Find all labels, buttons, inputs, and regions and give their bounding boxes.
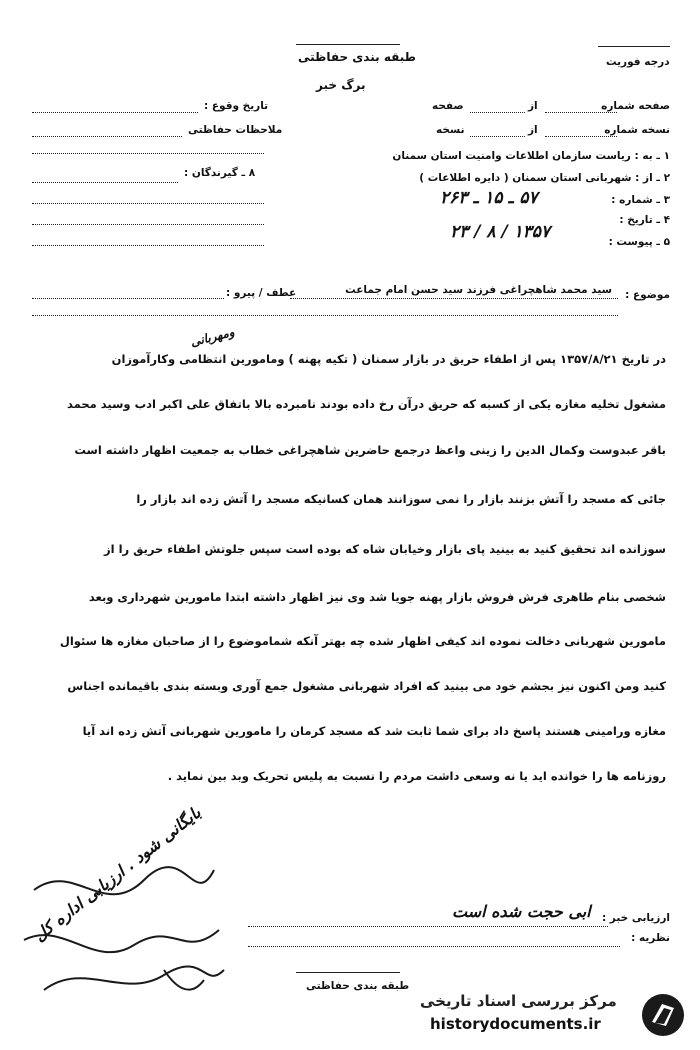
classification-top: طبقه بندی حفاظتی: [298, 50, 416, 64]
number-label: ۳ ـ شماره :: [611, 194, 670, 206]
event-date-label: تاریخ وقوع :: [204, 100, 269, 112]
assessment-value: ابی حجت شده است: [452, 902, 591, 921]
assessment-label: ارزیابی خبر :: [601, 912, 670, 924]
copy-number-label: نسخه شماره: [604, 124, 670, 136]
recipients-dots-2: [32, 203, 264, 204]
body-line: شخصی بنام طاهری فرش فروش بازار پهنه جویا شد وی نیز اظهار داشته ابتدا مامورین شهرداری وبعد: [88, 590, 666, 604]
attachment-label: ۵ ـ پیوست :: [608, 236, 670, 248]
page-number-dots: [545, 112, 617, 113]
date-value: ۱۳۵۷ / ۸ / ۲۳: [450, 222, 551, 242]
body-line: روزنامه ها را خوانده اید یا نه وسعی داشت مردم را نسبت به پلیس تحریک وبد بین نماید .: [167, 769, 666, 783]
page-number-label: صفحه شماره: [601, 100, 670, 112]
watermark-title: مرکز بررسی اسناد تاریخی: [420, 992, 617, 1010]
body-line: جائی که مسجد را آتش بزنند بازار را نمی سوزانند همان کسانیکه مسجد را آتش زده اند بازار را: [136, 492, 666, 506]
body-line: در تاریخ ۱۳۵۷/۸/۲۱ پس از اطفاء حریق در بازار سمنان ( تکیه پهنه ) ومامورین انتظامی وکارآموزان: [111, 352, 666, 366]
copy-word-label: نسخه: [436, 124, 465, 136]
page-word-label: صفحه: [432, 100, 464, 112]
priority-rule: [598, 46, 670, 47]
notes-dots-2: [32, 153, 264, 154]
assessment-dots: [248, 926, 608, 927]
body-line: مامورین شهربانی دخالت نموده اند کیفی اظهار شده چه بهتر آنکه شماموضوع را از صاحبان مغازه ها سئوال: [59, 634, 666, 648]
to-line: ۱ ـ به : ریاست سازمان اطلاعات وامنیت استان سمنان: [392, 150, 670, 162]
handwritten-insert: ومهربانی: [188, 324, 236, 350]
copy-number-dots: [545, 136, 617, 137]
opinion-label: نظریه :: [631, 932, 670, 944]
watermark-url: historydocuments.ir: [430, 1015, 601, 1033]
related-label: عطف / پیرو :: [226, 287, 297, 299]
recipients-dots: [32, 182, 178, 183]
subject-label: موضوع :: [625, 289, 670, 301]
body-line: سوزانده اند تحقیق کنید به بینید پای بازار وخیابان شاه که بوده است سپس جلوتش اطفاء حریق را از: [104, 542, 666, 556]
from-line: ۲ ـ از : شهربانی استان سمنان ( دایره اطلاعات ): [419, 172, 670, 184]
number-value: ۵۷ ـ ۱۵ ـ ۲۶۳: [440, 188, 538, 208]
recipients-label: ۸ ـ گیرندگان :: [184, 167, 256, 179]
form-title: برگ خبر: [316, 78, 366, 92]
related-dots: [32, 298, 224, 299]
body-line: مشغول تخلیه مغازه یکی از کسبه که حریق درآن رخ داده بودند نامبرده بالا باتفاق علی اکبر ادب وسید محمد: [67, 397, 666, 411]
subject-dots: [290, 298, 618, 299]
priority-label: درجه فوریت: [606, 56, 670, 68]
subject-value: سید محمد شاهچراغی فرزند سید حسن امام جماعت: [345, 284, 612, 296]
date-label: ۴ ـ تاریخ :: [619, 214, 670, 226]
event-date-dots: [32, 112, 198, 113]
margin-scribble: [14, 850, 234, 1010]
body-line: باقر عبدوست وکمال الدین را زینی واعظ درجمع حاضرین شاهچراغی خطاب به جمعیت اظهار داشته است: [74, 443, 666, 457]
subject-dots-2: [32, 315, 618, 316]
protective-notes-label: ملاحظات حفاظتی: [188, 124, 283, 136]
recipients-dots-3: [32, 224, 264, 225]
opinion-dots: [248, 946, 620, 947]
archive-logo-icon: [640, 992, 686, 1038]
margin-note: بایگانی شود . ارزیابی اداره کل: [30, 802, 205, 945]
recipients-dots-4: [32, 245, 264, 246]
page-from-label: از: [528, 100, 538, 112]
protective-notes-dots: [32, 136, 182, 137]
body-line: کنید ومن اکنون نیز بجشم خود می بینید که افراد شهربانی مشغول جمع آوری وبسته بندی باقیمانده اجناس: [67, 679, 666, 693]
copy-total-dots: [470, 136, 525, 137]
classification-bottom-rule: [296, 972, 400, 973]
classification-bottom: طبقه بندی حفاظتی: [306, 980, 410, 992]
body-line: مغازه ورامینی هستند پاسخ داد برای شما ثابت شد که مسجد کرمان را مامورین شهربانی آتش زده اند آیا: [82, 724, 666, 738]
page-total-dots: [470, 112, 525, 113]
classification-rule: [296, 44, 400, 45]
copy-from-label: از: [528, 124, 538, 136]
